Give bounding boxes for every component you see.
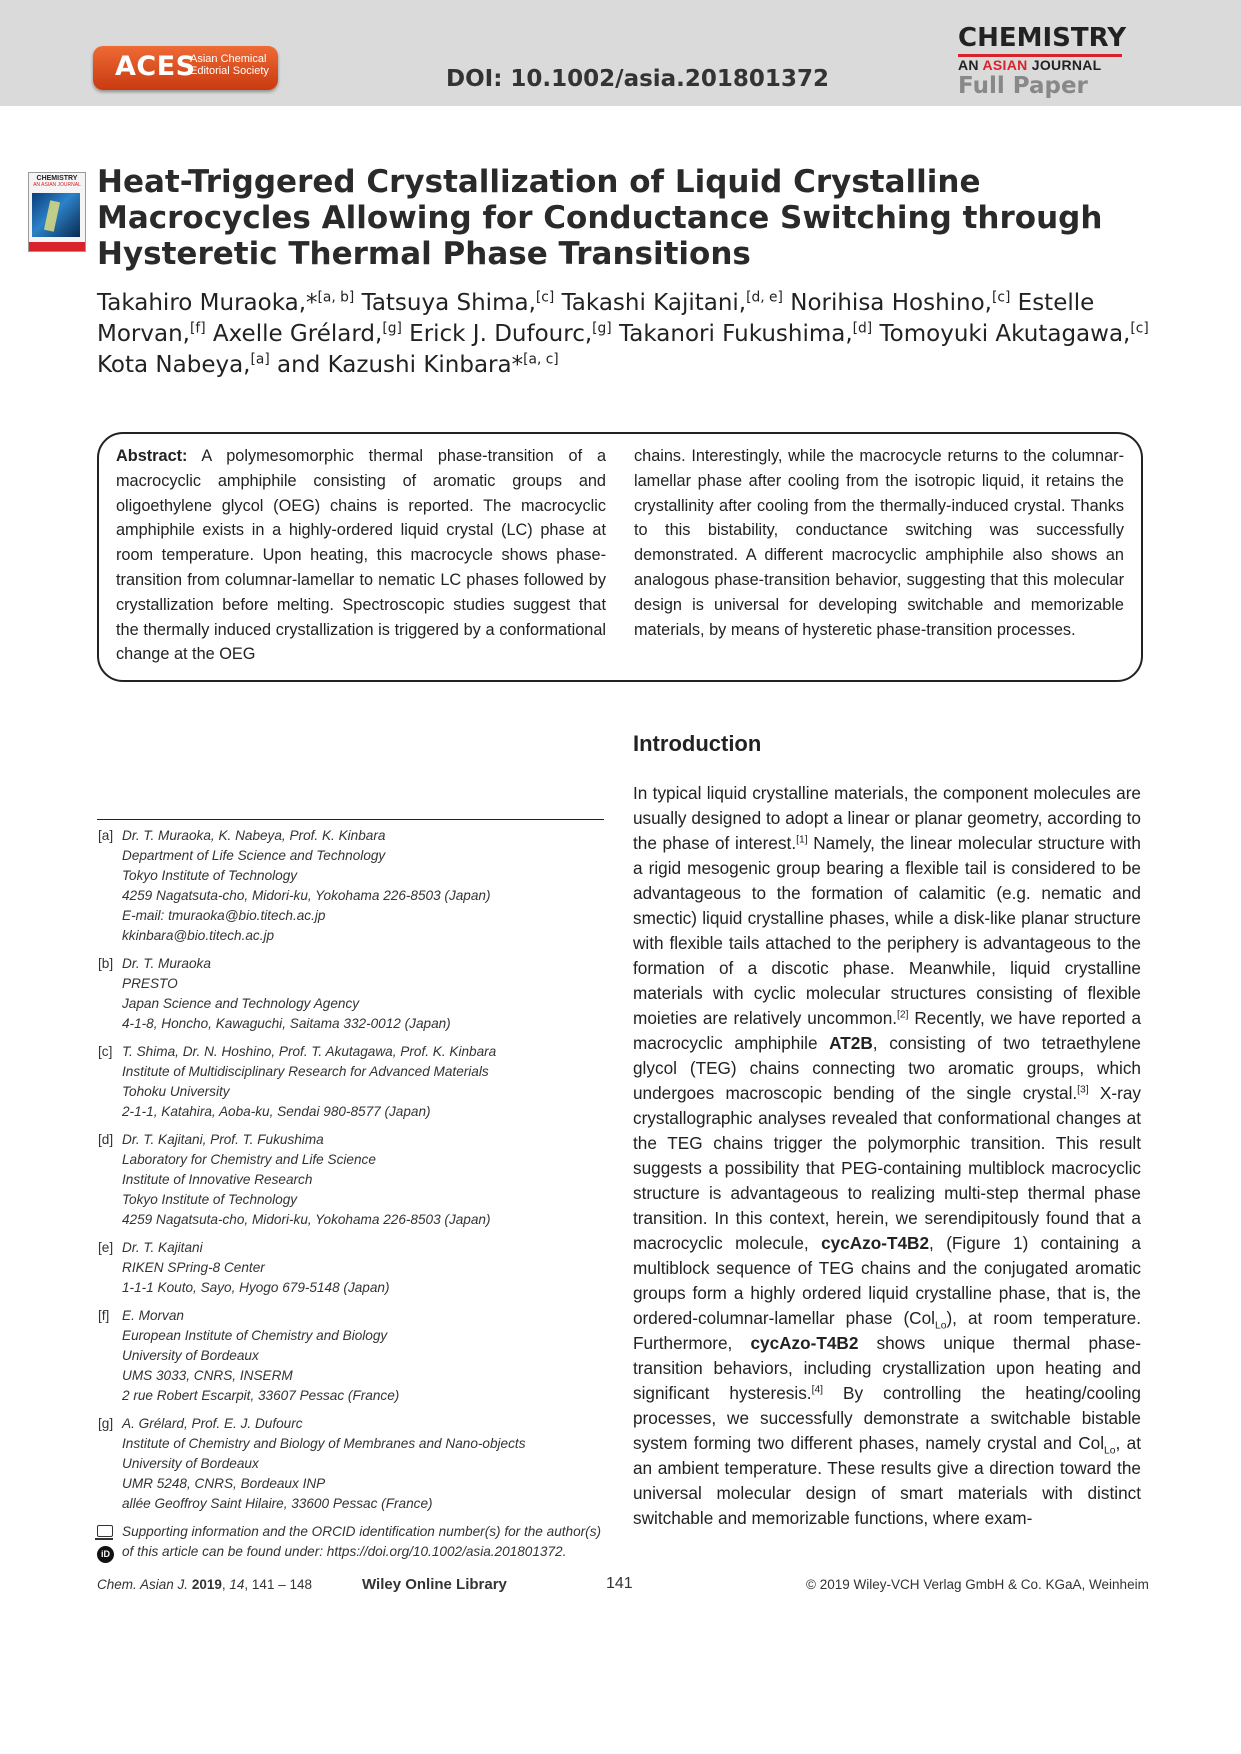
author-affiliation-mark: [c] — [992, 289, 1011, 306]
affiliation-text: Dr. T. Muraoka PRESTO Japan Science and Technology Agency 4-1-8, Honcho, Kawaguchi, Saitama 332-0012 (Japan) — [122, 956, 451, 1031]
affiliation-label: [g] — [98, 1416, 114, 1431]
affiliation-label: [a] — [98, 828, 114, 843]
author-name: Erick J. Dufourc, — [409, 321, 593, 347]
author-affiliation-mark: [a] — [250, 351, 270, 368]
page-number: 141 — [606, 1575, 633, 1592]
cover-title: CHEMISTRY — [36, 175, 78, 182]
supporting-information-note — [97, 1522, 607, 1562]
affiliation-item — [97, 1238, 607, 1298]
author-affiliation-mark: [c] — [535, 289, 555, 306]
affiliation-item — [97, 826, 607, 946]
affiliation-text: Dr. T. Muraoka, K. Nabeya, Prof. K. Kinbara Department of Life Science and Technology Tokyo Institute of Technology 4259 Nagatsuta-cho, Midori-ku, Yokohama 226-8503 (Japan) E-mail: tmuraoka@bio.titech.ac.jp kkinbara@bio.titech.ac.jp — [122, 828, 491, 943]
author-name: Takashi Kajitani, — [561, 290, 747, 316]
author-affiliation-mark: [g] — [382, 320, 402, 337]
supporting-info-icon — [97, 1525, 113, 1537]
compound-name: cycAzo-T4B2 — [821, 1233, 930, 1253]
introduction-text: In typical liquid crystalline materials, the component molecules are usually designed to adopt a linear or planar geometry, according to the phase of interest.[1] Namely, the linear molecular structure with a rigid mesogenic group bearing a flexible tail is considered to be advantageous to the formation of calamitic (e.g. nematic and smectic) liquid crystalline phases, while a disk-like planar structure with flexible tails attached to the periphery is advantageous to the formation of a discotic phase. Meanwhile, liquid crystalline materials with cyclic molecular structures consisting of flexible moieties are relatively uncommon.[2] Recently, we have reported a macrocyclic amphiphile AT2B, consisting of two tetraethylene glycol (TEG) chains connecting two aromatic groups, which undergoes macroscopic bending of the single crystal.[3] X-ray crystallographic analyses revealed that conformational changes at the TEG chains trigger the polymorphic transition. This result suggests a possibility that PEG-containing multiblock macrocyclic structure is advantageous to realizing multi-step thermal phase transition. In this context, herein, we serendipitously found that a macrocyclic molecule, cycAzo-T4B2, (Figure 1) containing a multiblock sequence of TEG chains and the conjugated aromatic groups form a highly ordered liquid crystalline phase, that is, the ordered-columnar-lamellar phase (Col$_{Lo}$), at room temperature. Furthermore, cycAzo-T4B2 shows unique thermal phase-transition behaviors, including crystallization upon heating and significant hysteresis.[4] By controlling the heating/cooling processes, we successfully demonstrate a switchable bistable system forming two different phases, namely crystal and Col$_{Lo}$, at an ambient temperature. These results give a direction toward the universal molecular design of smart materials with distinct switchable and memorizable functions, where exam- — [633, 783, 1142, 1528]
abstract-label: Abstract: — [116, 447, 188, 465]
abstract-left-column — [116, 444, 606, 667]
doi-link[interactable]: DOI: 10.1002/asia.201801372 — [446, 66, 829, 92]
abstract-right-column: chains. Interestingly, while the macrocycle returns to the columnar-lamellar phase after cooling from the isotropic liquid, it retains the crystallinity after cooling from the thermally-induced crystal. Thanks to this bistability, conductance switching was successfully demonstrated. A different macrocyclic amphiphile also shows an analogous phase-transition behavior, suggesting that this molecular design is universal for developing switchable and memorizable materials, by means of hysteretic phase-transition processes. — [634, 447, 1124, 639]
affiliation-label: [d] — [98, 1132, 114, 1147]
author-affiliation-mark: [g] — [592, 320, 612, 337]
copyright-notice: © 2019 Wiley-VCH Verlag GmbH & Co. KGaA, Weinheim — [806, 1577, 1149, 1592]
wiley-online-library-link[interactable]: Wiley Online Library — [362, 1576, 507, 1593]
affiliation-rule — [97, 819, 604, 820]
affiliation-text: T. Shima, Dr. N. Hoshino, Prof. T. Akutagawa, Prof. K. Kinbara Institute of Multidisciplinary Research for Advanced Materials Tohoku University 2-1-1, Katahira, Aoba-ku, Sendai 980-8577 (Japan) — [122, 1044, 497, 1119]
author-affiliation-mark: [a, b] — [317, 289, 355, 306]
affiliation-label: [f] — [98, 1308, 110, 1323]
journal-rule — [958, 54, 1122, 57]
affiliation-item — [97, 1306, 607, 1406]
author-affiliation-mark: [d] — [852, 320, 873, 337]
author-affiliation-mark: [d, e] — [746, 289, 783, 306]
reference-link[interactable]: [1] — [796, 834, 808, 846]
affiliation-text: A. Grélard, Prof. E. J. Dufourc Institute of Chemistry and Biology of Membranes and Nano-objects University of Bordeaux UMR 5248, CNRS, Bordeaux INP allée Geoffroy Saint Hilaire, 33600 Pessac (France) — [122, 1416, 526, 1511]
author-name: Norihisa Hoshino, — [790, 290, 992, 316]
author-name: Tomoyuki Akutagawa, — [879, 321, 1131, 347]
affiliation-item — [97, 954, 607, 1034]
reference-link[interactable]: [3] — [1077, 1084, 1089, 1096]
compound-name: cycAzo-T4B2 — [750, 1333, 859, 1353]
author-name: Takahiro Muraoka,* — [97, 290, 318, 316]
author-affiliation-mark: [c] — [1130, 320, 1149, 337]
abstract-left-text: A polymesomorphic thermal phase-transition of a macrocyclic amphiphile consisting of aromatic groups and oligoethylene glycol (OEG) chains is reported. The macrocyclic amphiphile exists in a highly-ordered liquid crystal (LC) phase at room temperature. Upon heating, this macrocycle shows phase-transition from columnar-lamellar to nematic LC phases followed by crystallization before melting. Spectroscopic studies suggest that the thermally induced crystallization is triggered by a conformational change at the OEG — [116, 447, 606, 664]
reference-link[interactable]: [4] — [811, 1384, 824, 1396]
author-name: Estelle Morvan, — [97, 290, 1095, 347]
orcid-icon[interactable]: iD — [97, 1546, 114, 1563]
journal-subname: AN ASIAN JOURNAL — [958, 57, 1102, 73]
aces-logo[interactable] — [93, 46, 278, 90]
article-type: Full Paper — [958, 73, 1088, 99]
journal-cover-thumbnail[interactable] — [28, 172, 86, 252]
introduction-heading: Introduction — [633, 731, 762, 756]
affiliation-label: [c] — [98, 1044, 113, 1059]
affiliation-list — [97, 826, 607, 1562]
author-name: and Kazushi Kinbara* — [277, 352, 524, 378]
affiliation-text: E. Morvan European Institute of Chemistry and Biology University of Bordeaux UMS 3033, CNRS, INSERM 2 rue Robert Escarpit, 33607 Pessac (France) — [122, 1308, 400, 1403]
reference-link[interactable]: [2] — [897, 1009, 909, 1021]
affiliation-text: Dr. T. Kajitani, Prof. T. Fukushima Laboratory for Chemistry and Life Science Institute of Innovative Research Tokyo Institute of Technology 4259 Nagatsuta-cho, Midori-ku, Yokohama 226-8503 (Japan) — [122, 1132, 491, 1227]
author-name: Tatsuya Shima, — [361, 290, 536, 316]
author-name: Kota Nabeya, — [97, 352, 251, 378]
author-affiliation-mark: [a, c] — [523, 351, 559, 368]
cover-band — [29, 242, 85, 251]
article-title: Heat-Triggered Crystallization of Liquid Crystalline Macrocycles Allowing for Conductance Switching through Hysteretic Thermal Phase Transitions — [97, 164, 1103, 272]
affiliation-label: [e] — [98, 1240, 114, 1255]
affiliation-item — [97, 1414, 607, 1514]
cover-subtitle: AN ASIAN JOURNAL — [33, 182, 81, 188]
citation-footer: Chem. Asian J. 2019, 14, 141 – 148 — [97, 1577, 312, 1592]
affiliation-item — [97, 1130, 607, 1230]
supporting-info-text[interactable]: Supporting information and the ORCID identification number(s) for the author(s) of this article can be found under: https://doi.org/10.1002/asia.201801372. — [122, 1524, 602, 1559]
compound-name: AT2B — [829, 1033, 873, 1053]
author-name: Axelle Grélard, — [212, 321, 383, 347]
affiliation-item — [97, 1042, 607, 1122]
abstract-box — [97, 432, 1143, 682]
affiliation-label: [b] — [98, 956, 114, 971]
journal-name: CHEMISTRY — [958, 23, 1127, 53]
author-name: Takanori Fukushima, — [619, 321, 853, 347]
author-affiliation-mark: [f] — [189, 320, 206, 337]
journal-logo — [958, 24, 1128, 99]
author-list — [97, 288, 1157, 381]
aces-logo-subtext: Asian Chemical Editorial Society — [190, 53, 269, 77]
aces-logo-text: ACES — [115, 51, 196, 82]
affiliation-text: Dr. T. Kajitani RIKEN SPring-8 Center 1-1-1 Kouto, Sayo, Hyogo 679-5148 (Japan) — [122, 1240, 390, 1295]
